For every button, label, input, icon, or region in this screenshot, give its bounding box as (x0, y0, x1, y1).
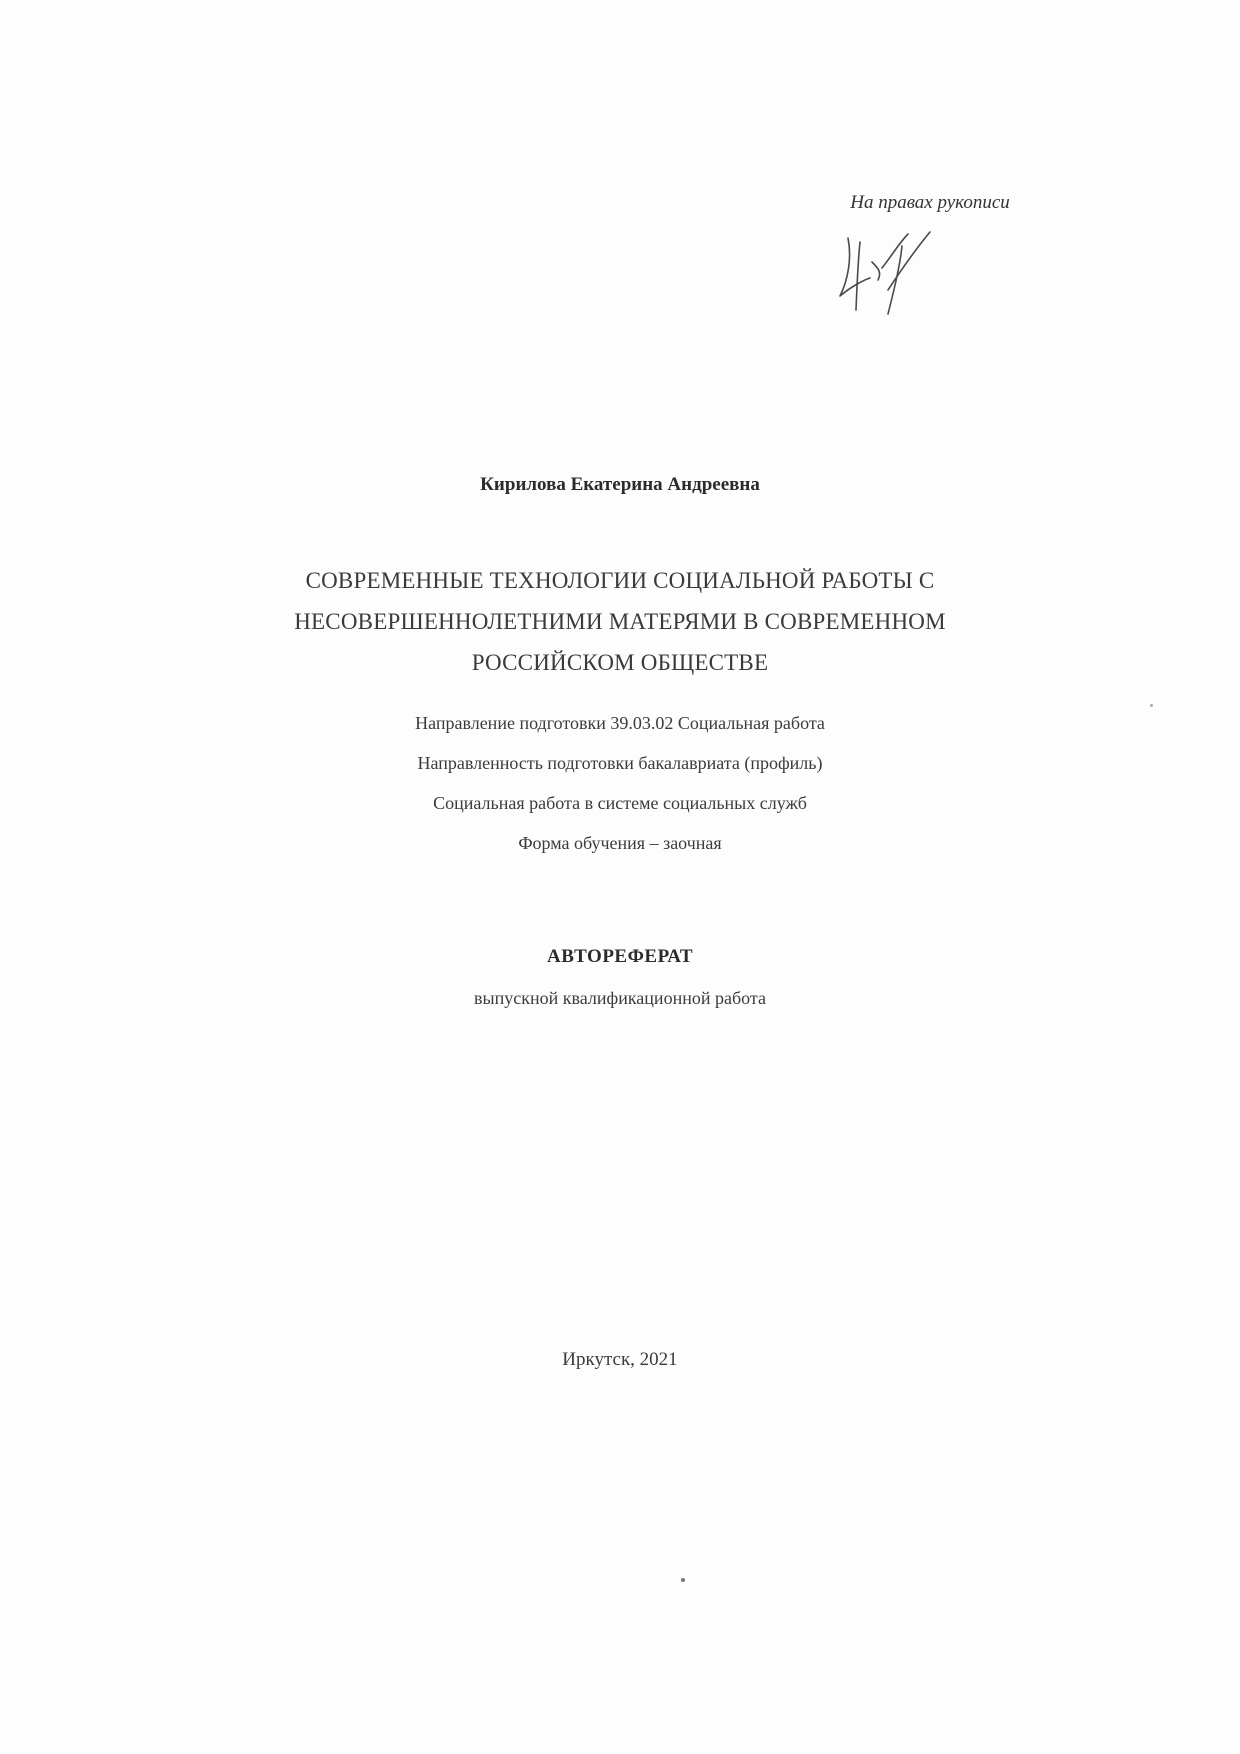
scan-speck (681, 1578, 685, 1582)
thesis-title-line: НЕСОВЕРШЕННОЛЕТНИМИ МАТЕРЯМИ В СОВРЕМЕННОМ (294, 609, 946, 634)
thesis-title (0, 560, 1240, 683)
thesis-title-line: СОВРЕМЕННЫЕ ТЕХНОЛОГИИ СОЦИАЛЬНОЙ РАБОТЫ С (305, 568, 935, 593)
handwritten-signature-icon (830, 228, 950, 318)
scan-speck (1150, 704, 1153, 707)
study-profile: Социальная работа в системе социальных служб (433, 793, 807, 813)
manuscript-note: На правах рукописи (850, 192, 1010, 213)
author-name: Кирилова Екатерина Андреевна (480, 474, 760, 495)
study-direction: Направление подготовки 39.03.02 Социальная работа (415, 713, 825, 733)
abstract-subheading: выпускной квалификационной работа (474, 988, 766, 1008)
study-form: Форма обучения – заочная (518, 833, 722, 853)
thesis-title-line: РОССИЙСКОМ ОБЩЕСТВЕ (471, 650, 769, 675)
abstract-heading: АВТОРЕФЕРАТ (546, 946, 693, 967)
program-details (0, 703, 1240, 863)
city-year: Иркутск, 2021 (562, 1349, 678, 1370)
study-focus: Направленность подготовки бакалавриата (профиль) (417, 753, 823, 773)
